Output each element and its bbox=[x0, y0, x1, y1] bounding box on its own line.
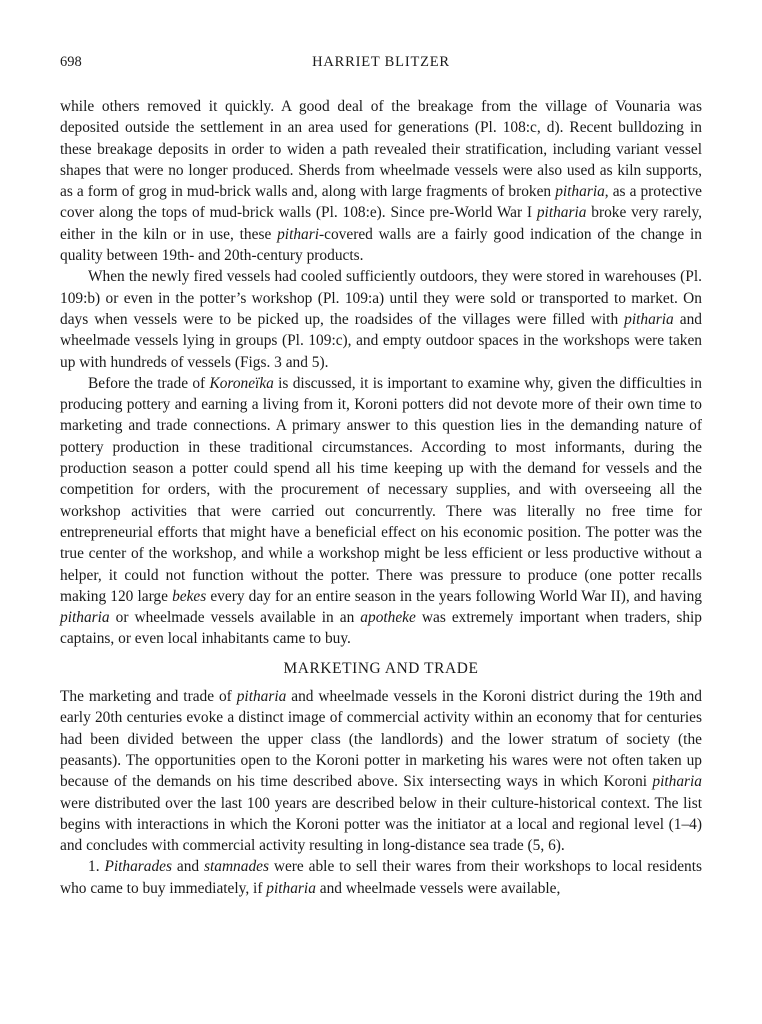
italic-term: pitharia bbox=[652, 773, 702, 791]
italic-term: pitharia bbox=[624, 310, 674, 328]
text-run: broke very rarely, either in the kiln or in use, these bbox=[60, 204, 702, 243]
italic-term: pithari bbox=[277, 225, 320, 243]
italic-term: pitharia bbox=[555, 183, 605, 201]
text-run: When the newly fired vessels had cooled sufficiently outdoors, they were stored in warehouses (Pl. 109:b) or even in the potter’s workshop (Pl. 109:a) until they were sold or transported to market. On days when vessels were to be picked up, the roadsides of the villages were filled with bbox=[60, 268, 702, 328]
italic-term: Koroneïka bbox=[209, 374, 274, 392]
paragraph-4 bbox=[60, 686, 702, 856]
italic-term: Pitharades bbox=[104, 858, 172, 876]
text-run: were able to sell their wares from their workshops to local residents who came to buy immediately, if bbox=[60, 858, 702, 897]
italic-term: pitharia bbox=[236, 688, 287, 706]
section-heading: MARKETING AND TRADE bbox=[283, 659, 479, 677]
italic-term: stamnades bbox=[203, 858, 269, 876]
page-number: 698 bbox=[60, 54, 82, 70]
text-run: were distributed over the last 100 years are described below in their culture-historical context. The list begins with interactions in which the Koroni potter was the initiator at a local and regional level (1–4) and concludes with commercial activity resulting in long-distance sea trade (5, 6). bbox=[60, 794, 702, 855]
article-page bbox=[60, 52, 702, 899]
italic-term: pitharia bbox=[536, 204, 587, 222]
page-header bbox=[60, 52, 702, 74]
text-run: , as a protective cover along the tops of mud-brick walls (Pl. 108:e). Since pre-World War I bbox=[60, 183, 702, 222]
text-run: The marketing and trade of bbox=[60, 688, 237, 706]
text-run: while others removed it quickly. A good deal of the breakage from the village of Vounaria was deposited outside the settlement in an area used for generations (Pl. 108:c, d). Recent bulldozing in these breakage deposits in order to widen a path revealed their stratification, including variant vessel shapes that were no longer produced. Sherds from wheelmade vessels were also used as kiln supports, as a form of grog in mud-brick walls and, along with large fragments of broken bbox=[60, 98, 702, 201]
paragraph-2 bbox=[60, 266, 702, 372]
text-run: and wheelmade vessels in the Koroni district during the 19th and early 20th centuries evoke a distinct image of commercial activity within an economy that for centuries had been divided between the upper class (the landlords) and the lower stratum of society (the peasants). The opportunities open to the Koroni potter in marketing his wares were not often taken up because of the demands on his time described above. Six intersecting ways in which Koroni bbox=[60, 688, 702, 791]
text-run: Before the trade of bbox=[88, 374, 210, 392]
text-run: was extremely important when traders, ship captains, or even local inhabitants came to buy. bbox=[60, 609, 702, 648]
italic-term: pitharia bbox=[60, 609, 110, 627]
text-run: and wheelmade vessels lying in groups (Pl. 109:c), and empty outdoor spaces in the workshops were taken up with hundreds of vessels (Figs. 3 and 5). bbox=[60, 310, 702, 371]
text-run: and wheelmade vessels were available, bbox=[315, 879, 561, 897]
italic-term: bekes bbox=[172, 587, 207, 605]
text-run: -covered walls are a fairly good indication of the change in quality between 19th- and 20th-century products. bbox=[60, 225, 702, 265]
paragraph-3 bbox=[60, 373, 702, 650]
text-run: 1. bbox=[88, 858, 105, 876]
running-head: HARRIET BLITZER bbox=[312, 54, 450, 70]
text-run: every day for an entire season in the years following World War II), and having bbox=[206, 587, 702, 605]
paragraph-1 bbox=[60, 96, 702, 266]
paragraph-5 bbox=[60, 856, 702, 899]
italic-term: pitharia bbox=[266, 879, 316, 897]
text-run: and bbox=[171, 858, 204, 876]
italic-term: apotheke bbox=[360, 609, 416, 627]
text-run: is discussed, it is important to examine why, given the difficulties in producing pottery and earning a living from it, Koroni potters did not devote more of their own time to marketing and trade connections. A primary answer to this question lies in the demanding nature of pottery production in these traditional circumstances. According to most informants, during the production season a potter could spend all his time keeping up with the demand for vessels and the competition for orders, with the procurement of necessary supplies, and with overseeing all the workshop activities that were carried out concurrently. There was literally no free time for entrepreneurial efforts that might have a beneficial effect on his economic position. The potter was the true center of the workshop, and while a workshop might be less efficient or less productive without a helper, it could not function without the potter. There was pressure to produce (one potter recalls making 120 large bbox=[60, 374, 702, 605]
text-run: or wheelmade vessels available in an bbox=[109, 609, 361, 627]
